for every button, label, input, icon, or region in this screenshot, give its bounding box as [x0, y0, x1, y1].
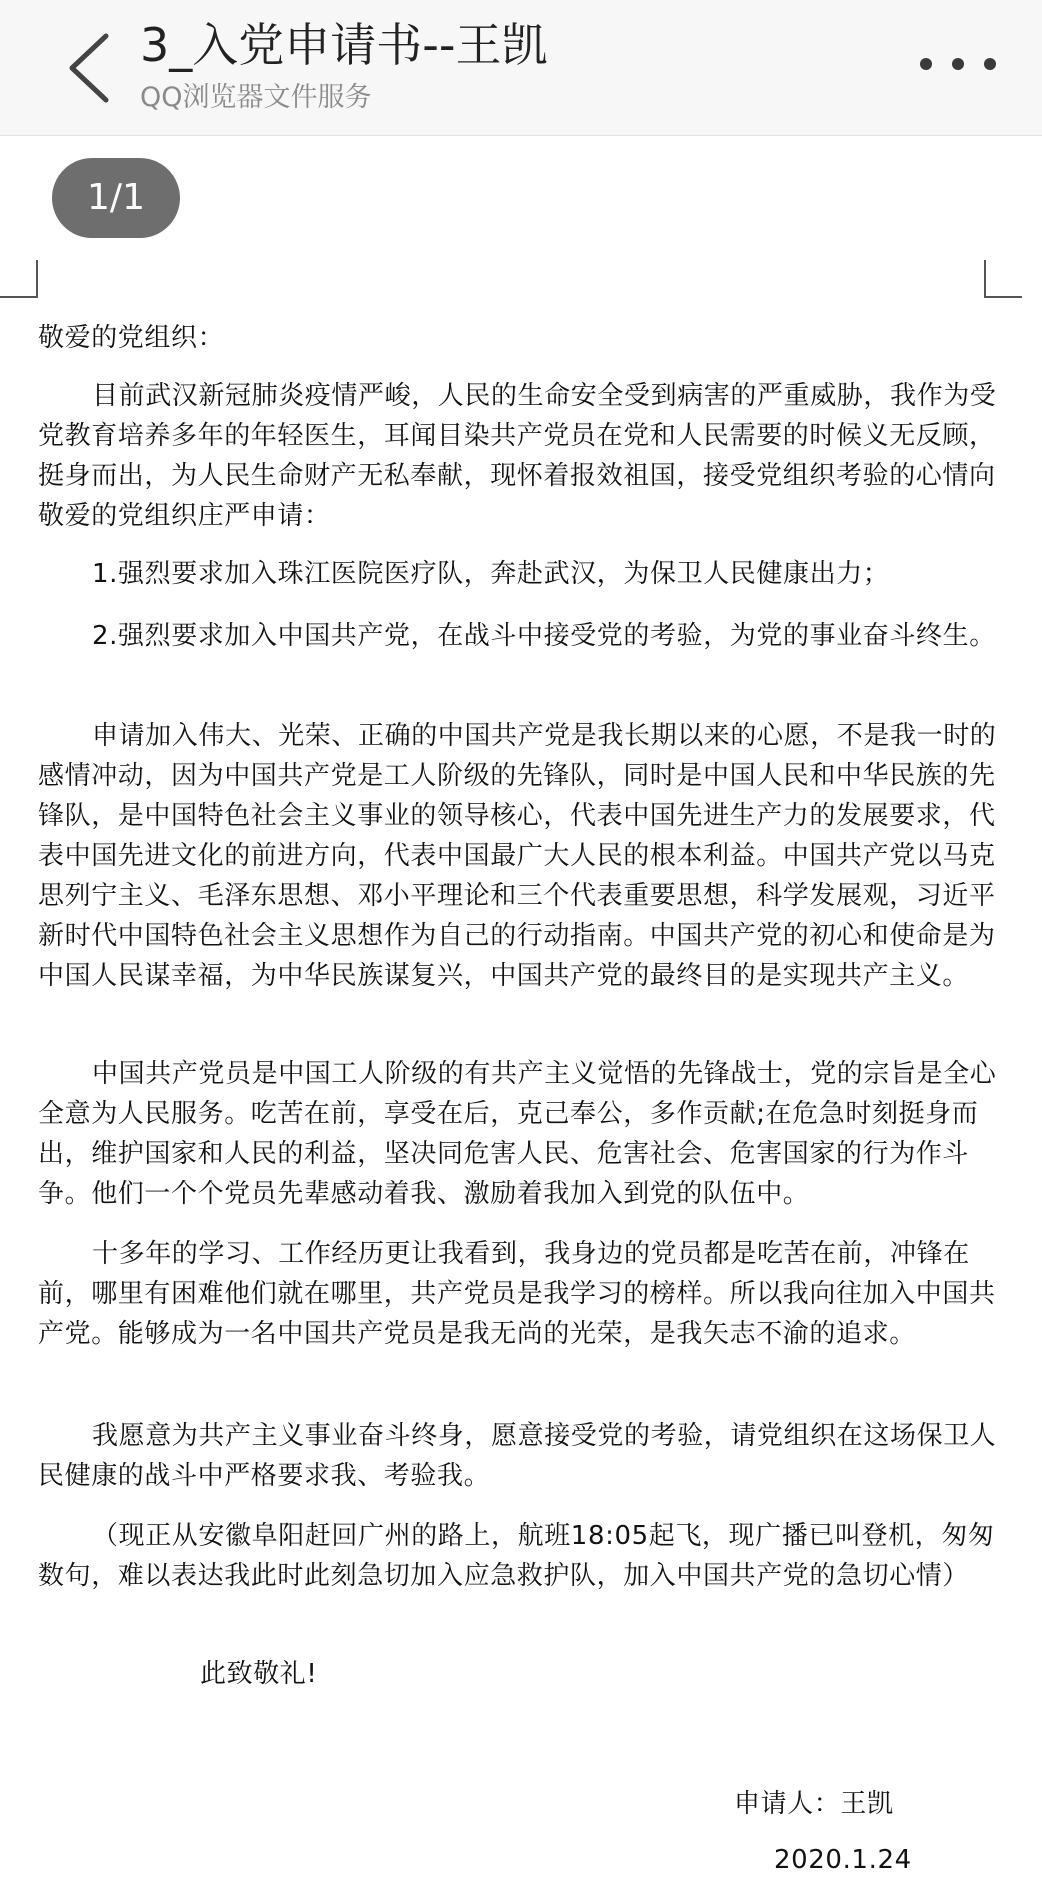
letter-signature: 申请人：王凯	[734, 1789, 894, 1819]
document-source: QQ浏览器文件服务	[140, 82, 372, 113]
letter-paragraph: （现正从安徽阜阳赶回广州的路上，航班18:05起飞，现广播已叫登机，匆匆数句，难以表达我此时此刻急切加入应急救护队，加入中国共产党的急切心情）	[38, 1521, 995, 1591]
more-horizontal-icon	[920, 58, 932, 70]
document-page[interactable]	[0, 310, 1042, 1877]
document-title: 3_入党申请书--王凯	[140, 18, 548, 72]
page-corner-mark-right	[984, 260, 1022, 298]
chevron-left-icon	[62, 30, 118, 106]
letter-paragraph: 1.强烈要求加入珠江医院医疗队，奔赴武汉，为保卫人民健康出力；	[92, 559, 890, 589]
more-options-button[interactable]	[920, 44, 996, 84]
letter-paragraph: 十多年的学习、工作经历更让我看到，我身边的党员都是吃苦在前，冲锋在前，哪里有困难他们就在哪里，共产党员是我学习的榜样。所以我向往加入中国共产党。能够成为一名中国共产党员是我无尚的光荣，是我矢志不渝的追求。	[38, 1239, 996, 1349]
more-horizontal-icon	[984, 58, 996, 70]
letter-paragraph: 2.强烈要求加入中国共产党，在战斗中接受党的考验，为党的事业奋斗终生。	[92, 621, 996, 651]
letter-paragraph: 申请加入伟大、光荣、正确的中国共产党是我长期以来的心愿，不是我一时的感情冲动，因为中国共产党是工人阶级的先锋队，同时是中国人民和中华民族的先锋队，是中国特色社会主义事业的领导核心，代表中国先进生产力的发展要求，代表中国先进文化的前进方向，代表中国最广大人民的根本利益。中国共产党以马克思列宁主义、毛泽东思想、邓小平理论和三个代表重要思想，科学发展观，习近平新时代中国特色社会主义思想作为自己的行动指南。中国共产党的初心和使命是为中国人民谋幸福，为中华民族谋复兴，中国共产党的最终目的是实现共产主义。	[38, 721, 997, 991]
letter-closing: 此致敬礼!	[200, 1659, 318, 1689]
letter-paragraph: 我愿意为共产主义事业奋斗终身，愿意接受党的考验，请党组织在这场保卫人民健康的战斗中严格要求我、考验我。	[38, 1421, 997, 1491]
page-corner-mark-left	[0, 260, 38, 298]
top-bar	[0, 0, 1042, 136]
letter-paragraph: 目前武汉新冠肺炎疫情严峻，人民的生命安全受到病害的严重威胁，我作为受党教育培养多年的年轻医生，耳闻目染共产党员在党和人民需要的时候义无反顾，挺身而出，为人民生命财产无私奉献，现怀着报效祖国，接受党组织考验的心情向敬爱的党组织庄严申请：	[38, 381, 997, 531]
more-horizontal-icon	[952, 58, 964, 70]
letter-date: 2020.1.24	[774, 1845, 912, 1875]
page-indicator: 1/1	[52, 158, 180, 238]
letter-salutation: 敬爱的党组织：	[38, 323, 225, 353]
letter-paragraph: 中国共产党员是中国工人阶级的有共产主义觉悟的先锋战士，党的宗旨是全心全意为人民服务。吃苦在前，享受在后，克己奉公，多作贡献;在危急时刻挺身而出，维护国家和人民的利益，坚决同危害人民、危害社会、危害国家的行为作斗争。他们一个个党员先辈感动着我、激励着我加入到党的队伍中。	[38, 1059, 997, 1209]
back-button[interactable]	[62, 30, 118, 106]
